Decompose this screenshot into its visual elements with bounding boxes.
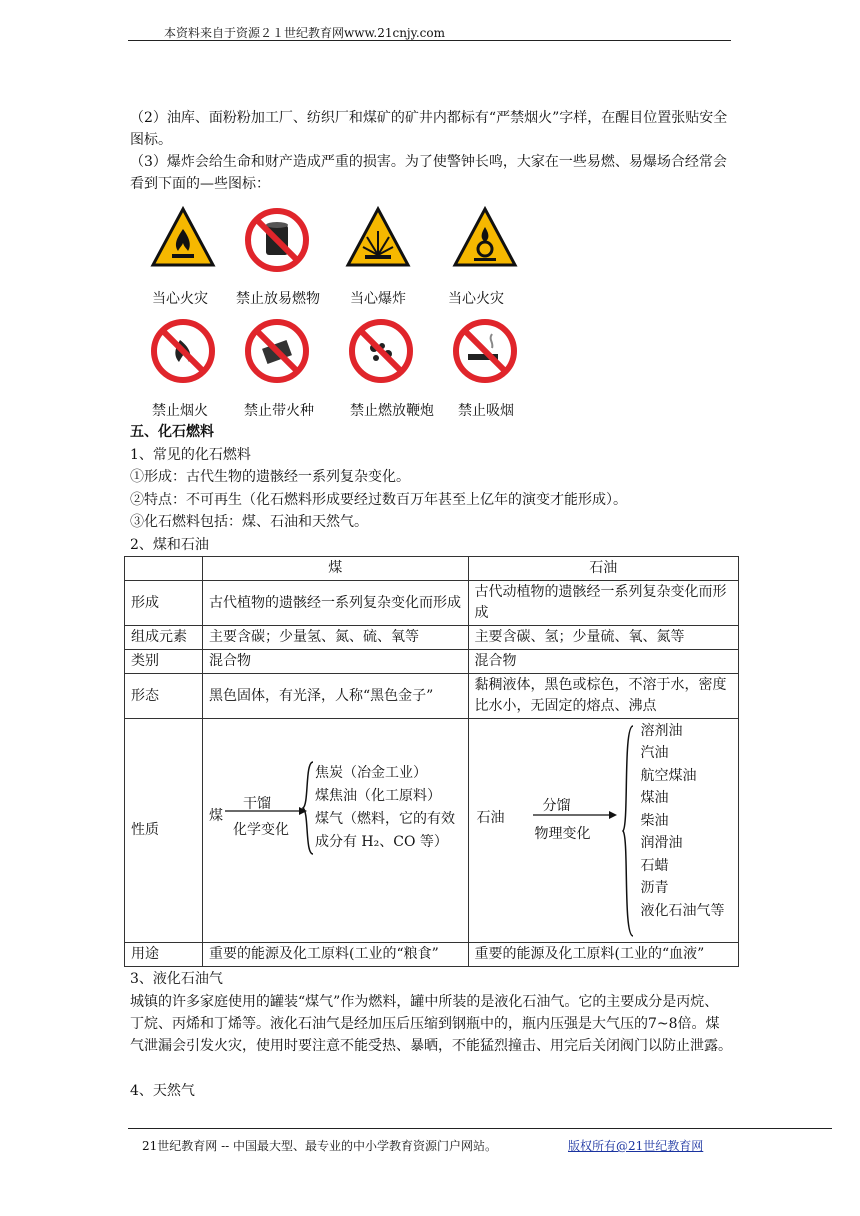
- table-header-row: [125, 557, 739, 581]
- oil-source: 石油: [476, 809, 505, 826]
- coal-products: [315, 762, 463, 854]
- list-item: 煤油: [640, 790, 669, 806]
- copyright-link[interactable]: 版权所有@21世纪教育网: [568, 1139, 704, 1153]
- sign-caption: 当心火灾: [448, 291, 504, 307]
- row-label: 性质: [125, 719, 203, 943]
- sign-caption: 当心火灾: [152, 291, 208, 307]
- process-label-above: 分馏: [542, 797, 571, 814]
- caution-fire-icon: [150, 205, 216, 271]
- table-cell: 古代植物的遗骸经一系列复杂变化而形成: [202, 581, 468, 626]
- table-row: [125, 674, 739, 719]
- table-cell: 黑色固体，有光泽，人称“黑色金子”: [202, 674, 468, 719]
- subheading: 1、常见的化石燃料: [130, 447, 251, 463]
- subheading: 2、煤和石油: [130, 537, 209, 553]
- table-cell: 黏稠液体，黑色或棕色，不溶于水，密度比水小，无固定的熔点、沸点: [468, 674, 738, 719]
- list-item: ②特点：不可再生（化石燃料形成要经过数百万年甚至上亿年的演变才能形成）。: [130, 492, 627, 508]
- process-label-above: 干馏: [242, 795, 271, 812]
- row-label: 组成元素: [125, 626, 203, 650]
- row-label: 类别: [125, 650, 203, 674]
- brace-icon: [621, 724, 635, 938]
- oil-property-cell: [468, 719, 738, 943]
- coal-property-cell: [202, 719, 468, 943]
- oil-products: [641, 720, 731, 923]
- no-ignition-source-icon: [244, 318, 310, 384]
- list-item: 柴油: [640, 812, 669, 829]
- table-cell: 混合物: [202, 650, 468, 674]
- sign-caption: 禁止燃放鞭炮: [350, 403, 434, 419]
- caution-fire-oxidizer-icon: [452, 205, 518, 271]
- process-label-below: 化学变化: [232, 821, 289, 838]
- list-item: 焦炭（冶金工业）: [314, 764, 427, 781]
- list-item: 沥青: [640, 880, 669, 896]
- no-flammables-icon: [244, 207, 310, 273]
- footer-text: 21世纪教育网 -- 中国最大型、最专业的中小学教育资源门户网站。: [142, 1139, 498, 1153]
- list-item: 溶剂油: [640, 722, 683, 739]
- list-item: 液化石油气等: [640, 902, 725, 919]
- table-cell: 重要的能源及化工原料(工业的“血液”: [468, 943, 738, 967]
- section-title: 五、化石燃料: [130, 424, 214, 440]
- list-item: 汽油: [640, 745, 669, 761]
- sign-caption: 当心爆炸: [350, 291, 406, 307]
- table-cell: 主要含碳；少量氢、氮、硫、氧等: [202, 626, 468, 650]
- table-cell: 重要的能源及化工原料(工业的“粮食”: [202, 943, 468, 967]
- coal-source: 煤: [208, 807, 223, 824]
- table-header-coal: 煤: [202, 557, 468, 581]
- page-header: [128, 22, 731, 41]
- table-row: [125, 943, 739, 967]
- row-label: 用途: [125, 943, 203, 967]
- list-item: 润滑油: [640, 835, 683, 851]
- page-footer: [128, 1128, 832, 1153]
- no-open-flame-icon: [150, 318, 216, 384]
- list-item: ③化石燃料包括：煤、石油和天然气。: [130, 514, 368, 530]
- table-header-oil: 石油: [468, 557, 738, 581]
- paragraph-3: （3）爆炸会给生命和财产造成严重的损害。为了使警钟长鸣，大家在一些易燃、易爆场合经常会看到下面的—些图标：: [130, 154, 727, 192]
- arrow-icon: [225, 806, 307, 816]
- table-row: [125, 650, 739, 674]
- table-row: [125, 626, 739, 650]
- coal-oil-table: [124, 556, 739, 967]
- subheading: 4、天然气: [130, 1083, 195, 1099]
- table-cell: [125, 557, 203, 581]
- list-item: 石蜡: [640, 857, 669, 874]
- paragraph-lpg: 城镇的许多家庭使用的罐装“煤气”作为燃料，罐中所装的是液化石油气。它的主要成分是丙烷、丁烷、丙烯和丁烯等。液化石油气是经加压后压缩到钢瓶中的，瓶内压强是大气压的7~8倍。煤气泄漏会引发火灾，使用时要注意不能受热、暴晒，不能猛烈撞击、用完后关闭阀门以防止泄露。: [130, 994, 732, 1054]
- sign-caption: 禁止带火种: [244, 403, 314, 419]
- row-label: 形态: [125, 674, 203, 719]
- brace-icon: [301, 760, 315, 856]
- sign-caption: 禁止放易燃物: [236, 291, 320, 307]
- caution-explosion-icon: [345, 205, 411, 271]
- paragraph-2: （2）油库、面粉粉加工厂、纺织厂和煤矿的矿井内都标有“严禁烟火”字样，在醒目位置张贴安全图标。: [130, 110, 728, 148]
- table-cell: 主要含碳、氢；少量硫、氧、氮等: [468, 626, 738, 650]
- sign-caption: 禁止烟火: [152, 403, 208, 419]
- list-item: 航空煤油: [640, 767, 697, 784]
- process-label-below: 物理变化: [534, 825, 591, 842]
- list-item: 煤焦油（化工原料）: [314, 787, 441, 804]
- arrow-icon: [533, 810, 617, 820]
- no-smoking-icon: [452, 318, 518, 384]
- table-row: [125, 719, 739, 943]
- table-cell: 古代动植物的遗骸经一系列复杂变化而形成: [468, 581, 738, 626]
- table-cell: 混合物: [468, 650, 738, 674]
- header-text: 本资料来自于资源２１世纪教育网www.21cnjy.com: [164, 26, 445, 40]
- subheading: 3、液化石油气: [130, 971, 223, 987]
- sign-caption: 禁止吸烟: [458, 403, 514, 419]
- table-row: [125, 581, 739, 626]
- list-item: 煤气（燃料，它的有效成分有 H₂、CO 等）: [314, 810, 455, 850]
- row-label: 形成: [125, 581, 203, 626]
- no-firecrackers-icon: [348, 318, 414, 384]
- list-item: ①形成：古代生物的遗骸经一系列复杂变化。: [130, 469, 410, 485]
